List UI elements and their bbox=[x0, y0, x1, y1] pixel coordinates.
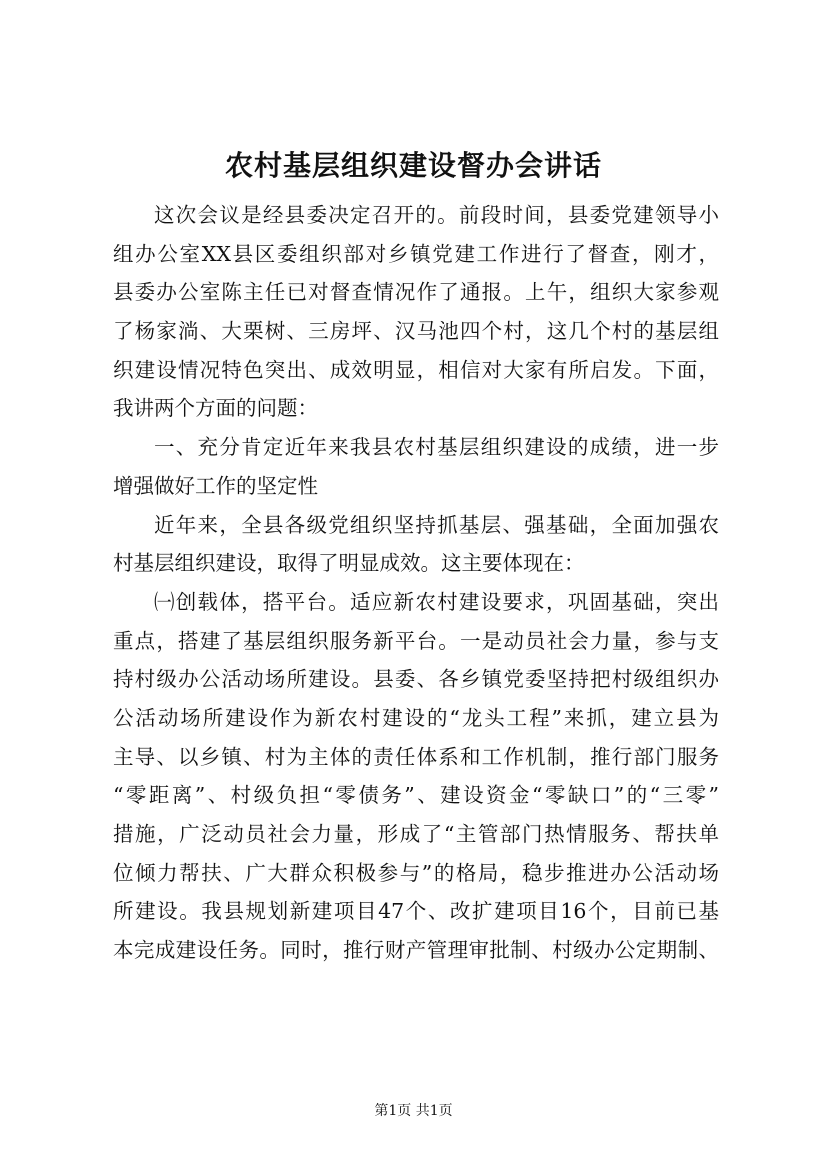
body-line: 村基层组织建设，取得了明显成效。这主要体现在： bbox=[113, 551, 585, 576]
section-heading-line: 一、充分肯定近年来我县农村基层组织建设的成绩，进一步 bbox=[154, 435, 719, 460]
body-line: 我讲两个方面的问题： bbox=[113, 396, 318, 421]
body-line: “零距离”、村级负担“零债务”、建设资金“零缺口”的“三零” bbox=[113, 783, 719, 808]
body-line: 措施，广泛动员社会力量，形成了“主管部门热情服务、帮扶单 bbox=[113, 822, 719, 846]
document-body bbox=[113, 196, 719, 970]
body-line: 了杨家淌、大栗树、三房坪、汉马池四个村，这几个村的基层组 bbox=[113, 319, 719, 344]
body-line: ㈠创载体，搭平台。适应新农村建设要求，巩固基础，突出 bbox=[154, 589, 719, 614]
body-line: 位倾力帮扶、广大群众积极参与”的格局，稳步推进办公活动场 bbox=[113, 860, 719, 885]
body-line: 所建设。我县规划新建项目47个、改扩建项目16个，目前已基 bbox=[113, 899, 719, 924]
body-line: 近年来，全县各级党组织坚持抓基层、强基础，全面加强农 bbox=[154, 512, 719, 537]
body-line: 重点，搭建了基层组织服务新平台。一是动员社会力量，参与支 bbox=[113, 628, 719, 653]
body-line: 持村级办公活动场所建设。县委、各乡镇党委坚持把村级组织办 bbox=[113, 667, 719, 692]
section-heading-line: 增强做好工作的坚定性 bbox=[113, 473, 318, 498]
body-line: 公活动场所建设作为新农村建设的“龙头工程”来抓，建立县为 bbox=[113, 705, 719, 730]
body-line: 县委办公室陈主任已对督查情况作了通报。上午，组织大家参观 bbox=[113, 280, 719, 305]
body-line: 这次会议是经县委决定召开的。前段时间，县委党建领导小 bbox=[154, 203, 719, 227]
document-title: 农村基层组织建设督办会讲话 bbox=[224, 149, 602, 182]
body-line: 组办公室XX县区委组织部对乡镇党建工作进行了督查，刚才， bbox=[113, 241, 719, 266]
page-number-footer: 第1页 共1页 bbox=[374, 1103, 453, 1119]
body-line: 织建设情况特色突出、成效明显，相信对大家有所启发。下面， bbox=[113, 357, 719, 382]
body-line: 本完成建设任务。同时，推行财产管理审批制、村级办公定期制、 bbox=[113, 938, 719, 963]
body-line: 主导、以乡镇、村为主体的责任体系和工作机制，推行部门服务 bbox=[113, 744, 719, 769]
